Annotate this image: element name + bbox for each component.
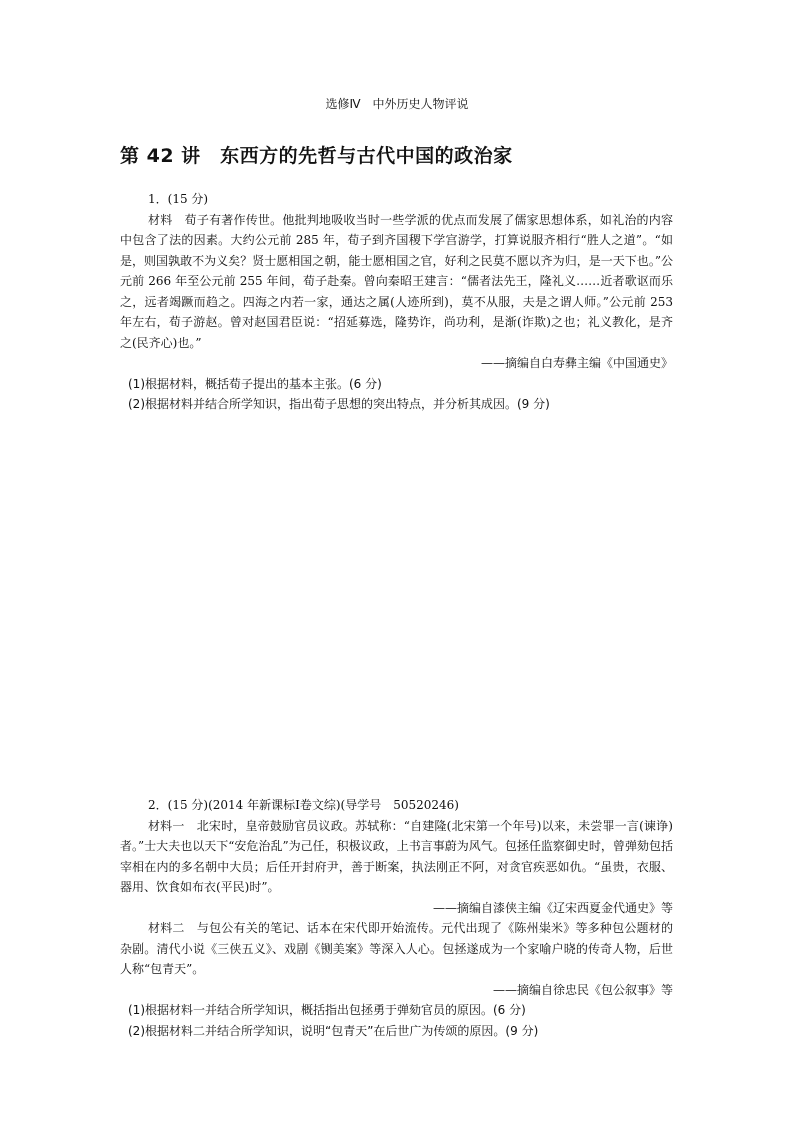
question-1 [120, 189, 673, 415]
material-label: 材料 [148, 212, 173, 227]
material-2-source: ——摘编自徐忠民《包公叙事》等 [492, 982, 673, 997]
section-header: 选修Ⅳ 中外历史人物评说 [325, 97, 469, 111]
material-text: 荀子有著作传世。他批判地吸收当时一些学派的优点而发展了儒家思想体系，如礼治的内容中包含了法的因素。大约公元前 285 年，荀子到齐国稷下学宫游学，打算说服齐相行“胜人之道”。“如是，则国孰敢不为义矣？贤士愿相国之朝，能士愿相国之官，好利之民莫不愿以齐为归，是一天下也。”公元前 266 年至公元前 255 年间，荀子赴秦。曾向秦昭王建言：“儒者法先王，隆礼义……近者歌讴而乐之，远者竭蹶而趋之。四海之内若一家，通达之属(人迹所到)，莫不从服，夫是之谓人师。”公元前 253 年左右，荀子游赵。曾对赵国君臣说：“招延募选，隆势诈，尚功利，是渐(诈欺)之也；礼义教化，是齐之(民齐心)也。” [120, 212, 673, 350]
question-1-number: 1．(15 分) [148, 192, 209, 206]
material-2-text: 与包公有关的笔记、话本在宋代即开始流传。元代出现了《陈州粜米》等多种包公题材的杂剧。清代小说《三侠五义》、戏剧《铡美案》等深入人心。包拯遂成为一个家喻户晓的传奇人物，后世人称“包青天”。 [120, 921, 673, 976]
question-2-material-1 [120, 816, 673, 898]
question-1-sub-1: (1)根据材料，概括荀子提出的基本主张。(6 分) [128, 376, 382, 391]
material-1-source: ——摘编自漆侠主编《辽宋西夏金代通史》等 [432, 900, 673, 915]
question-2-material-2 [120, 918, 673, 980]
question-2-sub-2: (2)根据材料二并结合所学知识，说明“包青天”在后世广为传颂的原因。(9 分) [128, 1023, 539, 1038]
material-1-text: 北宋时，皇帝鼓励官员议政。苏轼称：“自建隆(北宋第一个年号)以来，未尝罪一言(谏诤)者。”士大夫也以天下“安危治乱”为己任，积极议政，上书言事蔚为风气。包拯任监察御史时，曾弹劾包括宰相在内的多名朝中大员；后任开封府尹，善于断案，执法刚正不阿，对贪官疾恶如仇。“虽贵，衣服、器用、饮食如布衣(平民)时”。 [120, 818, 673, 894]
material-1-label: 材料一 [148, 818, 185, 833]
material-source: ——摘编自白寿彝主编《中国通史》 [480, 356, 673, 370]
lesson-title: 第 42 讲 东西方的先哲与古代中国的政治家 [120, 145, 513, 167]
question-2-sub-1: (1)根据材料一并结合所学知识，概括指出包拯勇于弹劾官员的原因。(6 分) [128, 1003, 526, 1017]
question-2 [120, 795, 673, 1041]
question-1-material [120, 210, 673, 354]
material-2-label: 材料二 [148, 921, 185, 935]
question-2-number: 2．(15 分)(2014 年新课标Ⅰ卷文综)(导学号 50520246) [148, 798, 459, 812]
question-1-sub-2: (2)根据材料并结合所学知识，指出荀子思想的突出特点，并分析其成因。(9 分) [128, 397, 550, 411]
